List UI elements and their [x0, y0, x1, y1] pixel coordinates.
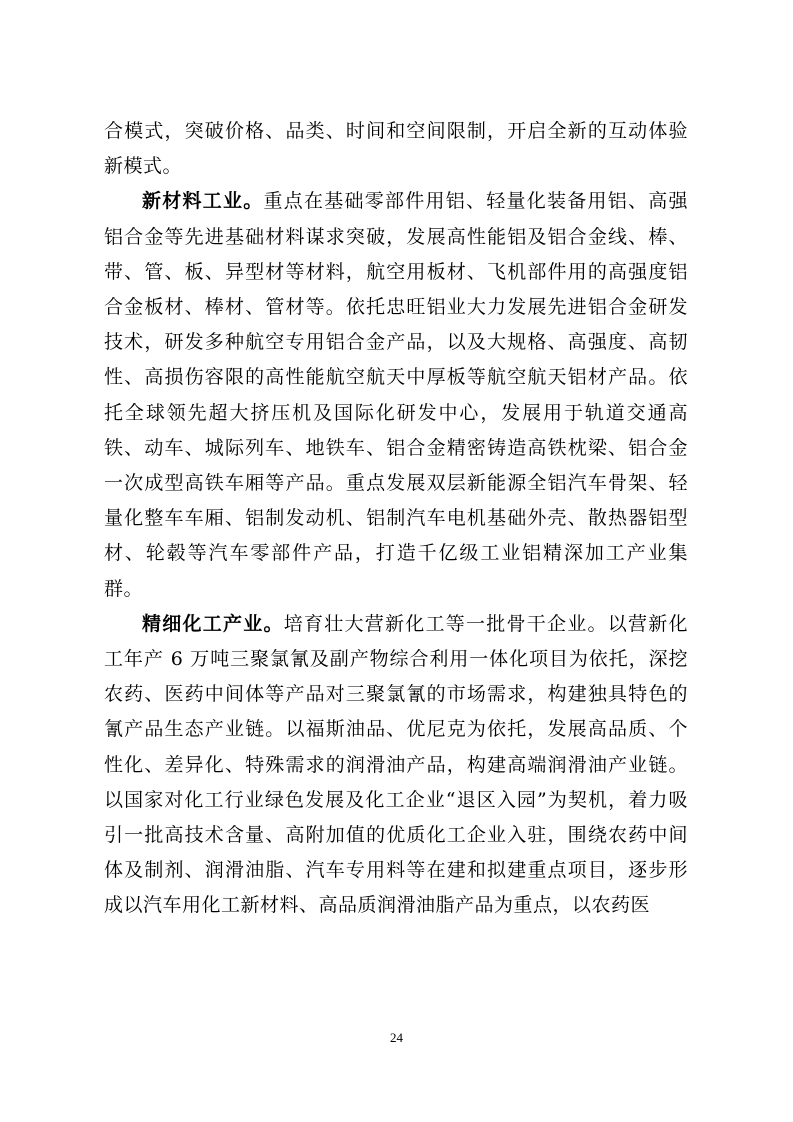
paragraph-text: 培育壮大营新化工等一批骨干企业。以营新化工年产 6 万吨三聚氯氰及副产物综合利用一体化项目为依托，深挖农药、医药中间体等产品对三聚氯氰的市场需求，构建独具特色的氰产品生态产业链。以福斯油品、优尼克为依托，发展高品质、个性化、差异化、特殊需求的润滑油产品，构建高端润滑油产业链。以国家对化工行业绿色发展及化工企业“退区入园”为契机，着力吸引一批高技术含量、高附加值的优质化工企业入驻，围绕农药中间体及制剂、润滑油脂、汽车专用料等在建和拟建重点项目，逐步形成以汽车用化工新材料、高品质润滑油脂产品为重点，以农药医 — [104, 612, 688, 917]
paragraph-heading: 精细化工产业。 — [142, 612, 284, 635]
paragraph-heading: 新材料工业。 — [142, 190, 264, 213]
paragraph-continuation — [104, 114, 688, 184]
paragraph-fine-chemicals — [104, 607, 688, 924]
body-text — [104, 114, 688, 924]
paragraph-new-materials — [104, 184, 688, 606]
page-number: 24 — [390, 1030, 403, 1045]
paragraph-text: 重点在基础零部件用铝、轻量化装备用铝、高强铝合金等先进基础材料谋求突破，发展高性能铝及铝合金线、棒、带、管、板、异型材等材料，航空用板材、飞机部件用的高强度铝合金板材、棒材、管材等。依托忠旺铝业大力发展先进铝合金研发技术，研发多种航空专用铝合金产品，以及大规格、高强度、高韧性、高损伤容限的高性能航空航天中厚板等航空航天铝材产品。依托全球领先超大挤压机及国际化研发中心，发展用于轨道交通高铁、动车、城际列车、地铁车、铝合金精密铸造高铁枕梁、铝合金一次成型高铁车厢等产品。重点发展双层新能源全铝汽车骨架、轻量化整车车厢、铝制发动机、铝制汽车电机基础外壳、散热器铝型材、轮毂等汽车零部件产品，打造千亿级工业铝精深加工产业集群。 — [104, 190, 688, 600]
paragraph-text: 合模式，突破价格、品类、时间和空间限制，开启全新的互动体验新模式。 — [104, 120, 688, 178]
